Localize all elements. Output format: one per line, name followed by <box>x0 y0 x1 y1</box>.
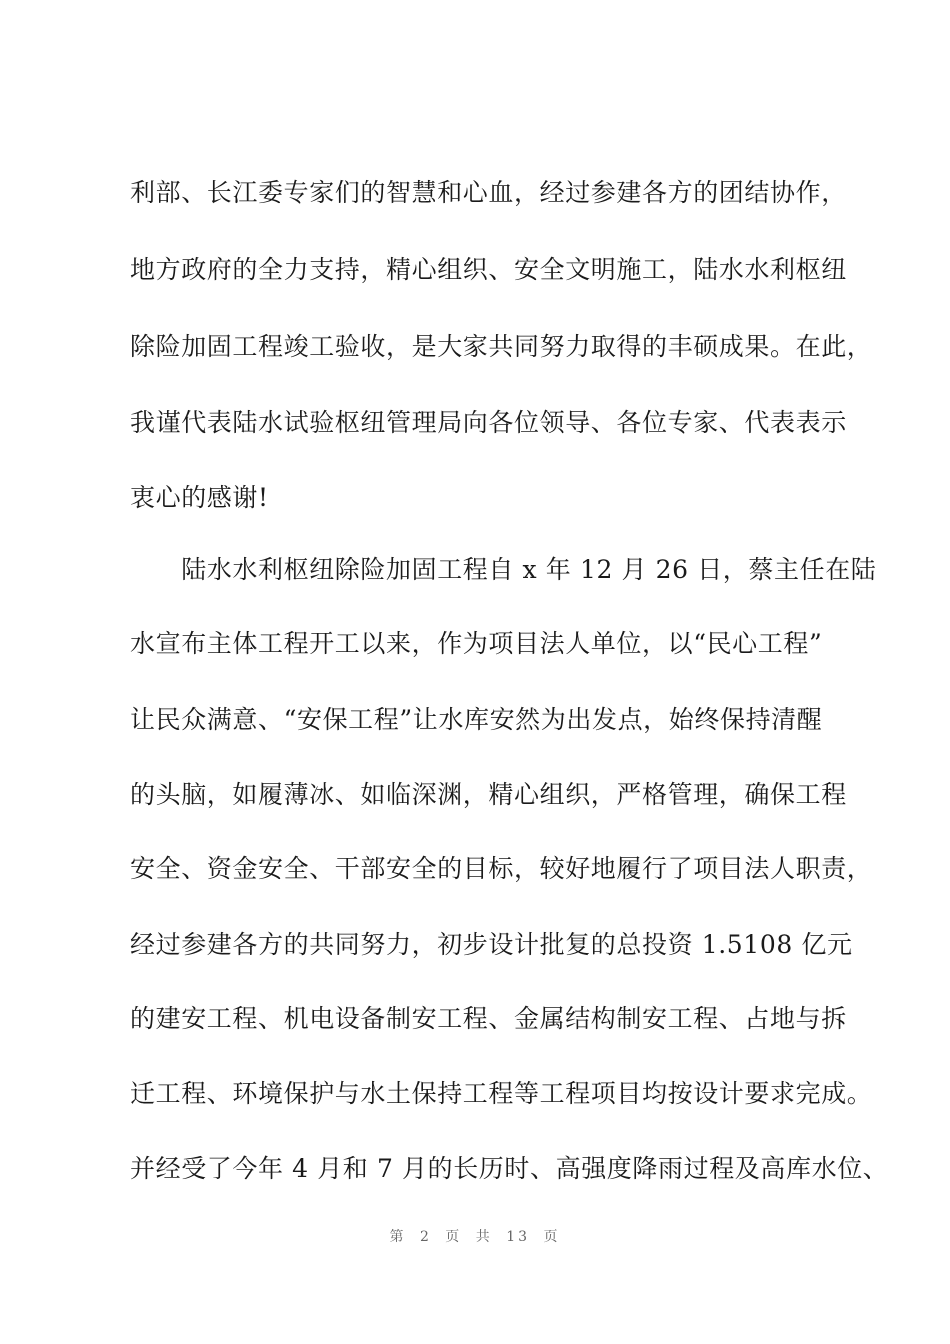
text-line: 迁工程、环境保护与水土保持工程等工程项目均按设计要求完成。 <box>130 1079 873 1108</box>
text-line: 的建安工程、机电设备制安工程、金属结构制安工程、占地与拆 <box>130 1004 847 1033</box>
text-line: 地方政府的全力支持，精心组织、安全文明施工，陆水水利枢纽 <box>130 255 847 284</box>
page-number-footer: 第 2 页 共 13 页 <box>389 1229 561 1245</box>
text-line: 水宣布主体工程开工以来，作为项目法人单位，以“民心工程” <box>130 629 823 658</box>
text-line: 衷心的感谢! <box>130 483 269 512</box>
text-line: 陆水水利枢纽除险加固工程自 x 年 12 月 26 日，蔡主任在陆 <box>130 555 877 584</box>
text-line: 让民众满意、“安保工程”让水库安然为出发点，始终保持清醒 <box>130 705 823 734</box>
text-line: 除险加固工程竣工验收，是大家共同努力取得的丰硕成果。在此， <box>130 332 873 361</box>
text-line: 我谨代表陆水试验枢纽管理局向各位领导、各位专家、代表表示 <box>130 408 847 437</box>
text-line: 安全、资金安全、干部安全的目标，较好地履行了项目法人职责， <box>130 854 873 883</box>
text-line: 利部、长江委专家们的智慧和心血，经过参建各方的团结协作， <box>130 178 847 207</box>
text-line: 的头脑，如履薄冰、如临深渊，精心组织，严格管理，确保工程 <box>130 780 847 809</box>
text-line: 并经受了今年 4 月和 7 月的长历时、高强度降雨过程及高库水位、 <box>130 1154 889 1183</box>
text-line: 经过参建各方的共同努力，初步设计批复的总投资 1.5108 亿元 <box>130 930 853 959</box>
